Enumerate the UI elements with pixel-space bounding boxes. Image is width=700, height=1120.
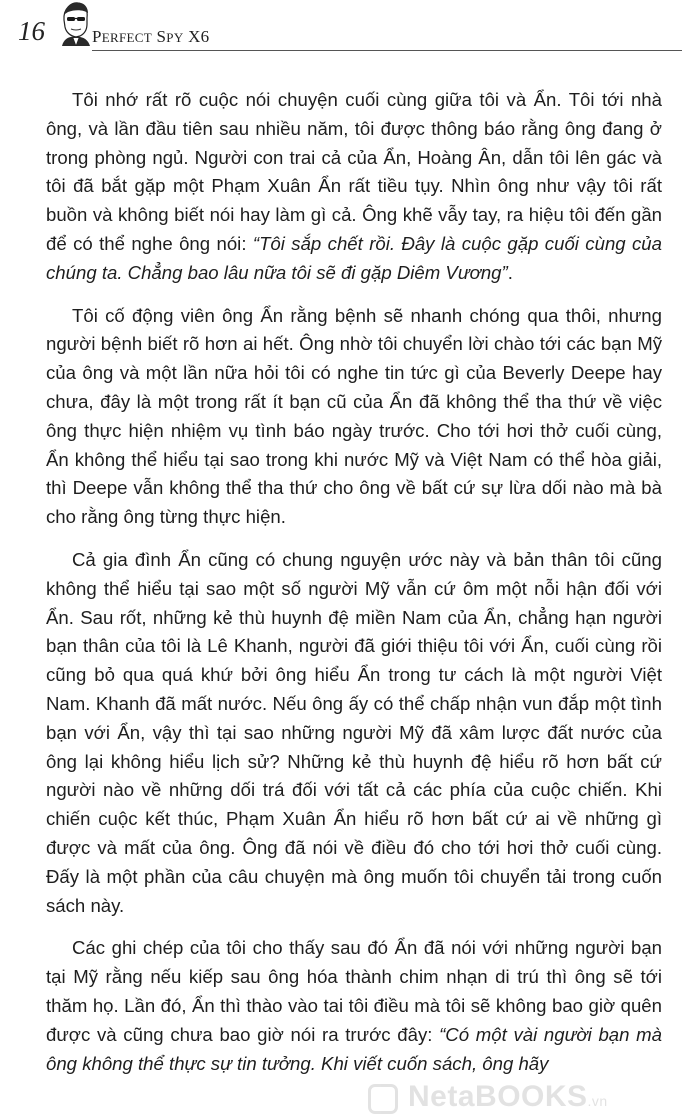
running-title-rest: erfect [101,26,152,46]
author-portrait-icon [54,0,94,46]
running-title-suffix: X6 [188,27,210,46]
paragraph [46,86,662,288]
running-title-rest: py [166,26,184,46]
quote-text: “Có một vài người bạn mà ông không thể thực sự tin tưởng. Khi viết cuốn sách, ông hãy [46,1023,663,1074]
running-title-initial: P [92,27,102,46]
paragraph-text: Tôi nhớ rất rõ cuộc nói chuyện cuối cùng giữa tôi và Ẩn. Tôi tới nhà ông, và lần đầu tiên sau nhiều năm, tôi được thông báo rằng ông đang ở trong phòng ngủ. Người con trai cả của Ẩn, Hoàng Ân, dẫn tôi lên gác và tôi đã bắt gặp một Phạm Xuân Ẩn rất tiều tụy. Nhìn ông như vậy tôi rất buồn và không biết nói hay làm gì cả. Ông khẽ vẫy tay, ra hiệu tôi đến gần để có thể nghe ông nói: [46,89,662,254]
watermark-brand: NetaBOOKS [408,1080,588,1113]
page-number: 16 [18,16,45,46]
paragraph [46,934,662,1078]
watermark-suffix: .vn [587,1093,608,1109]
running-title-initial: S [156,27,167,46]
paragraph-text: . [507,261,513,283]
paragraph-text: Các ghi chép của tôi cho thấy sau đó Ẩn đã nói với những người bạn tại Mỹ rằng nếu kiếp sau ông hóa thành chim nhạn di trú thì ông sẽ tới thăm họ. Lần đó, Ẩn thì thào vào tai tôi điều mà tôi sẽ không bao giờ quên được và cũng chưa bao giờ nói ra trước đây: [46,937,662,1045]
paragraph: Tôi cố động viên ông Ẩn rằng bệnh sẽ nhanh chóng qua thôi, nhưng người bệnh biết rõ hơn ai hết. Ông nhờ tôi chuyển lời chào tới các bạn Mỹ của ông và một lần nữa hỏi tôi có nghe tin tức gì của Beverly Deepe hay chưa, đây là một trong rất ít bạn cũ của Ẩn đã không thể tha thứ về việc ông thực hiện nhiệm vụ tình báo ngày trước. Cho tới hơi thở cuối cùng, Ẩn không thể hiểu tại sao trong khi nước Mỹ và Việt Nam có thể hòa giải, thì Deepe vẫn không thể tha thứ cho ông về bất cứ sự lừa dối nào mà bà cho rằng ông từng thực hiện. [46,304,662,528]
running-title [92,26,209,47]
netabooks-logo-icon [368,1084,398,1114]
body-text [46,86,662,1092]
watermark-text [408,1080,608,1114]
watermark [368,1082,698,1118]
header-rule [92,50,682,51]
page-header [0,0,700,54]
quote-text: “Tôi sắp chết rồi. Đây là cuộc gặp cuối cùng của chúng ta. Chẳng bao lâu nữa tôi sẽ đi gặp Diêm Vương” [46,232,662,283]
paragraph: Cả gia đình Ẩn cũng có chung nguyện ước này và bản thân tôi cũng không thể hiểu tại sao một số người Mỹ vẫn cứ ôm một nỗi hận đối với Ẩn. Sau rốt, những kẻ thù huynh đệ miền Nam của Ẩn, chẳng hạn người bạn thân của tôi là Lê Khanh, người đã giới thiệu tôi với Ẩn, cuối cùng rồi cũng bỏ qua quá khứ bởi ông hiểu Ẩn trong tư cách là một người Việt Nam. Khanh đã mất nước. Nếu ông ấy có thể chấp nhận vun đắp một tình bạn với Ẩn, vậy thì tại sao những người Mỹ đã xâm lược đất nước của ông lại không hiểu lịch sử? Những kẻ thù huynh đệ hiểu rõ hơn bất cứ người nào về những dối trá đối với tất cả các phía của cuộc chiến. Khi chiến cuộc kết thúc, Phạm Xuân Ẩn hiểu rõ hơn bất cứ ai về những gì được và mất của ông. Ông đã nói về điều đó cho tới hơi thở cuối cùng. Đấy là một phần của câu chuyện mà ông muốn tôi chuyển tải trong cuốn sách này. [46,548,662,916]
